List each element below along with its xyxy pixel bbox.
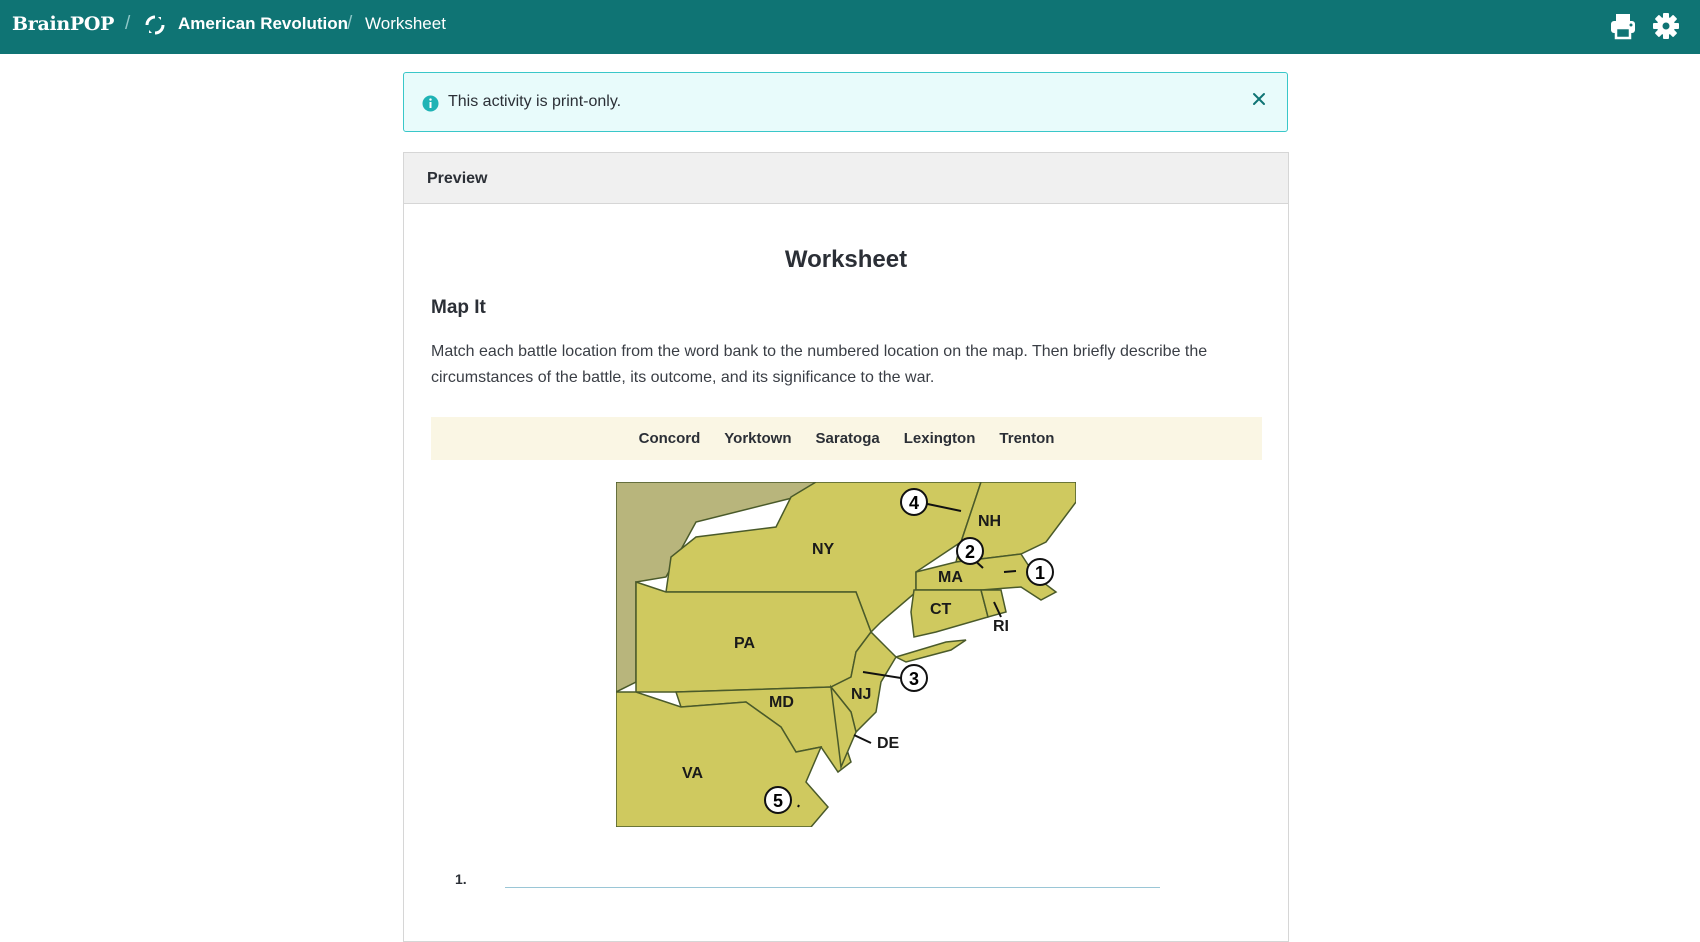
answer-line: [505, 887, 1160, 888]
preview-header: Preview: [404, 153, 1288, 204]
breadcrumb-separator: /: [125, 13, 131, 34]
close-icon[interactable]: [1249, 89, 1269, 109]
word-bank-item: Trenton: [999, 430, 1055, 447]
map-marker-4: [901, 489, 927, 515]
map-marker-5: [765, 787, 791, 813]
brainpop-logo[interactable]: BrainPOP: [12, 13, 115, 35]
map-marker-1: [1027, 559, 1053, 585]
map-label-nh: NH: [978, 513, 1002, 530]
map-label-ny: NY: [812, 541, 835, 558]
settings-gear-icon[interactable]: [1651, 11, 1681, 41]
breadcrumb-current-page: Worksheet: [365, 14, 446, 33]
battle-map: [616, 482, 1076, 827]
map-label-de: DE: [877, 735, 900, 752]
map-label-ct: CT: [930, 601, 952, 618]
svg-text:3: 3: [908, 669, 920, 689]
map-label-ri: RI: [993, 618, 1009, 635]
word-bank-item: Yorktown: [724, 430, 792, 447]
word-bank-item: Saratoga: [815, 430, 880, 447]
map-label-md: MD: [769, 694, 794, 711]
map-label-pa: PA: [734, 635, 756, 652]
alert-message: This activity is print-only.: [448, 93, 622, 110]
info-icon: [422, 95, 439, 112]
print-icon[interactable]: [1608, 11, 1638, 41]
breadcrumb-topic[interactable]: American Revolution: [178, 14, 349, 33]
map-label-nj: NJ: [851, 686, 872, 703]
svg-text:5: 5: [772, 791, 784, 811]
topic-icon[interactable]: [144, 14, 166, 36]
answer-number: 1.: [455, 871, 467, 887]
map-marker-2: [957, 538, 983, 564]
breadcrumb-separator: /: [347, 13, 353, 34]
svg-text:2: 2: [964, 542, 976, 562]
instructions-text: Match each battle location from the word bank to the numbered location on the map. Then briefly describe the circumstances of the battle, its outcome, and its significance to the war.: [431, 343, 1208, 386]
word-bank-item: Concord: [638, 430, 701, 447]
svg-text:4: 4: [908, 493, 920, 513]
word-bank: [431, 417, 1262, 460]
map-label-va: VA: [682, 765, 704, 782]
worksheet-title: Worksheet: [784, 246, 908, 273]
svg-text:1: 1: [1034, 563, 1046, 583]
map-label-ma: MA: [938, 569, 963, 586]
top-nav-bar: [0, 0, 1700, 54]
word-bank-item: Lexington: [903, 430, 976, 447]
print-only-alert: [403, 72, 1288, 132]
map-marker-3: [901, 665, 927, 691]
section-title: Map It: [431, 297, 486, 318]
preview-panel: [403, 152, 1289, 942]
